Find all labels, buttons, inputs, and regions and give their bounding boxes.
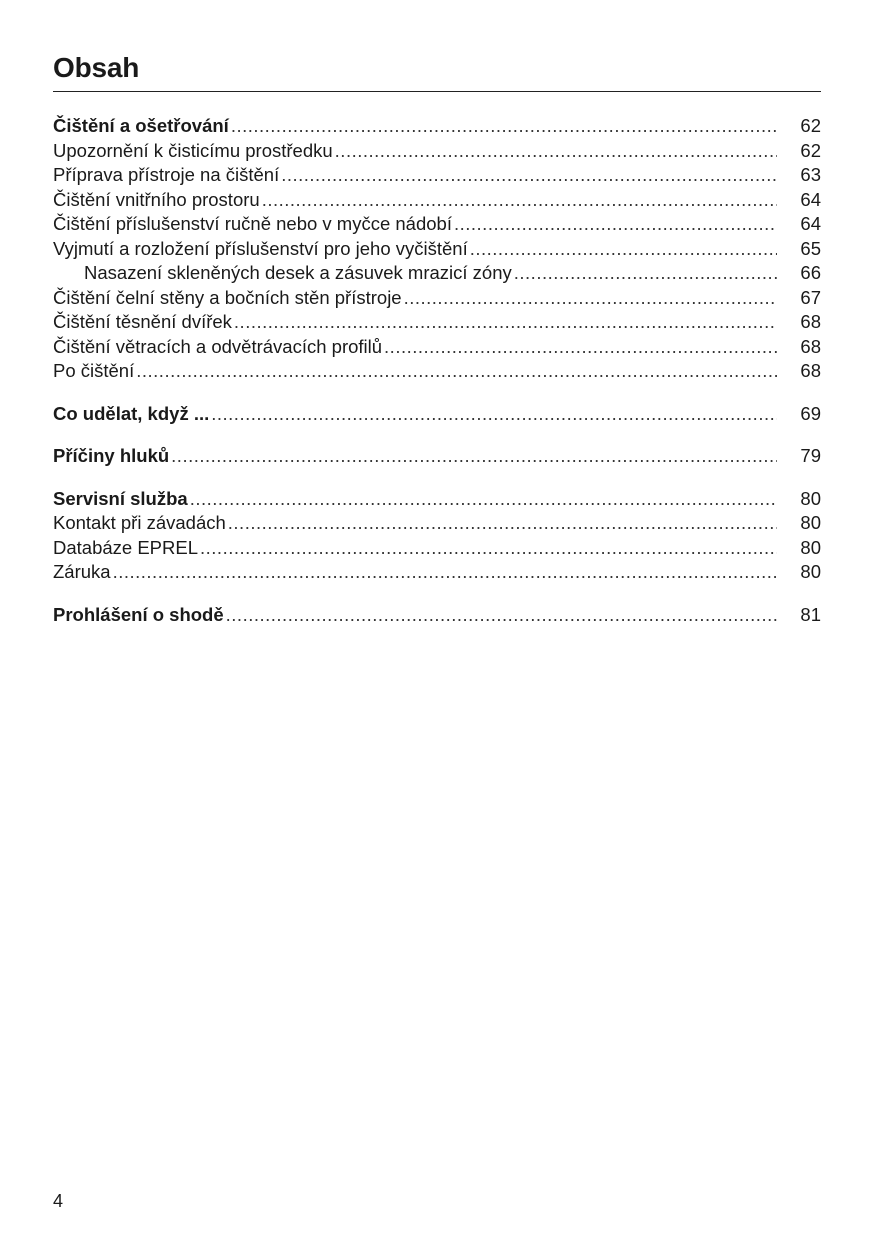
toc-entry-page: 80 [800, 536, 821, 558]
toc-entry[interactable] [53, 212, 821, 237]
toc-dot-leader [404, 286, 777, 311]
toc-entry-label: Čištění vnitřního prostoru [53, 188, 260, 210]
toc-dot-leader [171, 444, 777, 469]
toc-entry-page: 80 [800, 512, 821, 533]
toc-section [53, 444, 821, 469]
toc-entry-page: 66 [800, 262, 821, 283]
toc-entry-label: Vyjmutí a rozložení příslušenství pro jeho vyčištění [53, 237, 468, 259]
toc-entry-page: 64 [800, 188, 821, 210]
toc-entry[interactable] [53, 114, 821, 139]
toc-entry-page: 64 [800, 213, 821, 234]
toc-entry[interactable] [53, 359, 821, 384]
toc-dot-leader [136, 359, 777, 384]
toc-dot-leader [262, 188, 777, 213]
toc-dot-leader [454, 212, 777, 237]
toc-entry-page: 79 [800, 445, 821, 466]
toc-entry-label: Příprava přístroje na čištění [53, 164, 280, 185]
toc-entry[interactable] [53, 163, 821, 188]
toc-dot-leader [234, 310, 777, 335]
toc-entry[interactable] [53, 511, 821, 536]
toc-entry-label: Čištění čelní stěny a bočních stěn přístroje [53, 286, 402, 308]
toc-entry-label: Prohlášení o shodě [53, 603, 224, 625]
toc-entry[interactable] [53, 560, 821, 585]
toc-section [53, 402, 821, 427]
toc-dot-leader [226, 603, 777, 628]
toc-entry-label: Po čištění [53, 360, 135, 381]
toc-entry-label: Databáze EPREL [53, 536, 199, 558]
toc-entry[interactable] [53, 261, 821, 286]
toc-entry-label: Čištění příslušenství ručně nebo v myčce nádobí [53, 213, 452, 234]
toc-dot-leader [231, 114, 777, 139]
toc-dot-leader [514, 261, 777, 286]
title-divider [53, 91, 821, 92]
toc-dot-leader [228, 511, 777, 536]
toc-entry-page: 62 [800, 115, 821, 136]
toc-entry-label: Čištění těsnění dvířek [53, 311, 232, 332]
toc-entry[interactable] [53, 536, 821, 561]
toc-entry-label: Upozornění k čisticímu prostředku [53, 139, 333, 161]
toc-entry-label: Servisní služba [53, 487, 188, 509]
toc-dot-leader [335, 139, 777, 164]
toc-entry[interactable] [53, 444, 821, 469]
table-of-contents [53, 114, 821, 645]
toc-entry-label: Záruka [53, 561, 111, 582]
toc-dot-leader [200, 536, 777, 561]
toc-entry[interactable] [53, 188, 821, 213]
toc-entry[interactable] [53, 402, 821, 427]
toc-entry-page: 68 [800, 335, 821, 357]
toc-entry-label: Příčiny hluků [53, 445, 170, 466]
toc-entry[interactable] [53, 310, 821, 335]
toc-entry[interactable] [53, 487, 821, 512]
toc-entry-label: Nasazení skleněných desek a zásuvek mrazicí zóny [84, 262, 512, 283]
toc-entry[interactable] [53, 603, 821, 628]
toc-entry[interactable] [53, 335, 821, 360]
toc-entry-page: 63 [800, 164, 821, 185]
toc-entry-page: 80 [800, 561, 821, 582]
toc-section [53, 114, 821, 384]
page-number: 4 [53, 1191, 64, 1211]
toc-dot-leader [281, 163, 777, 188]
toc-entry-label: Co udělat, když ... [53, 402, 210, 424]
toc-entry-page: 62 [800, 139, 821, 161]
toc-entry-page: 68 [800, 311, 821, 332]
toc-entry-label: Kontakt při závadách [53, 512, 226, 533]
toc-entry-page: 69 [800, 402, 821, 424]
toc-entry[interactable] [53, 237, 821, 262]
toc-entry-page: 81 [800, 603, 821, 625]
toc-dot-leader [384, 335, 777, 360]
toc-dot-leader [470, 237, 777, 262]
toc-entry-page: 68 [800, 360, 821, 381]
toc-dot-leader [211, 402, 777, 427]
toc-entry[interactable] [53, 139, 821, 164]
toc-entry-page: 65 [800, 237, 821, 259]
toc-entry-label: Čištění větracích a odvětrávacích profilů [53, 335, 383, 357]
page-title: Obsah [53, 52, 140, 83]
toc-dot-leader [113, 560, 777, 585]
toc-section [53, 487, 821, 585]
toc-entry[interactable] [53, 286, 821, 311]
toc-section [53, 603, 821, 628]
toc-entry-page: 80 [800, 487, 821, 509]
toc-dot-leader [190, 487, 777, 512]
toc-entry-page: 67 [800, 286, 821, 308]
toc-entry-label: Čištění a ošetřování [53, 115, 229, 136]
